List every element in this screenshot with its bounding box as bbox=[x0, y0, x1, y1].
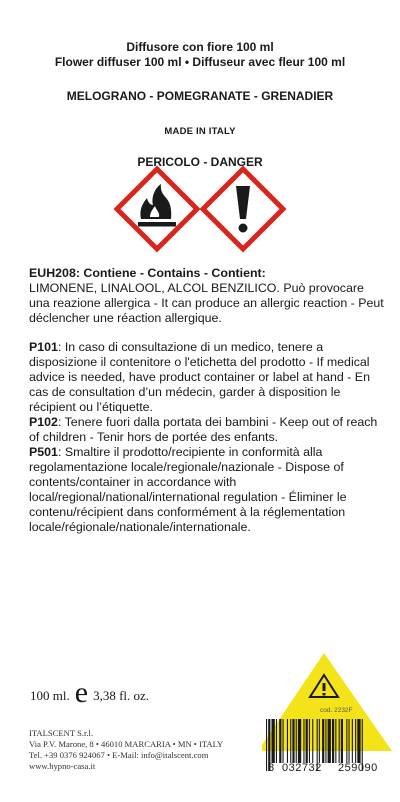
barcode-bar bbox=[272, 719, 275, 763]
product-title-multilingual: Flower diffuser 100 ml • Diffuseur avec fleur 100 ml bbox=[54, 55, 346, 69]
p101-code: P101 bbox=[29, 340, 58, 354]
exclamation-hazard-icon bbox=[203, 169, 283, 249]
barcode-bar bbox=[309, 719, 310, 763]
p501-code: P501 bbox=[29, 445, 58, 459]
barcode-bar bbox=[355, 719, 356, 763]
barcode-bar bbox=[322, 719, 324, 763]
barcode-bar bbox=[332, 719, 334, 763]
net-quantity bbox=[30, 676, 150, 709]
barcode-bar bbox=[328, 719, 331, 763]
barcode-bar bbox=[346, 719, 347, 763]
barcode-bar bbox=[279, 719, 281, 763]
barcode-number bbox=[268, 762, 394, 774]
barcode-bar bbox=[283, 719, 284, 763]
barcode-digit-first: 8 bbox=[268, 762, 275, 774]
euh208-heading: EUH208: Contiene - Contains - Contient: bbox=[29, 266, 266, 280]
barcode-digits-left: 032732 bbox=[282, 762, 322, 774]
barcode-bar bbox=[349, 719, 350, 763]
company-name: ITALSCENT S.r.l. bbox=[29, 728, 94, 738]
p102-statement bbox=[29, 415, 384, 445]
barcode-bar bbox=[312, 719, 313, 763]
product-code: cod. 2232F bbox=[320, 707, 353, 714]
barcode-digits-right: 259090 bbox=[338, 762, 378, 774]
safety-statements bbox=[29, 266, 384, 535]
company-website: www.hypno-casa.it bbox=[29, 761, 96, 771]
barcode-bar bbox=[296, 719, 297, 763]
origin-label: MADE IN ITALY bbox=[164, 126, 236, 137]
barcode-bar bbox=[325, 719, 326, 763]
estimated-sign-icon: e bbox=[74, 676, 89, 709]
barcode-bar bbox=[290, 719, 291, 763]
barcode-bar bbox=[303, 719, 304, 763]
barcode-bar bbox=[339, 719, 340, 763]
barcode-bar bbox=[341, 719, 343, 763]
p102-code: P102 bbox=[29, 415, 58, 429]
quantity-imperial: 3,38 fl. oz. bbox=[93, 688, 150, 703]
barcode-bar bbox=[276, 719, 277, 763]
p501-text: : Smaltire il prodotto/recipiente in conformità alla regolamentazione locale/regionale/nazionale - Dispose of contents/container in accordance with local/regional/national/international regulation - Éliminer le contenu/récipient dans conformément à la réglementation locale/régionale/nationale/internationale. bbox=[29, 445, 347, 534]
barcode-bar bbox=[292, 719, 294, 763]
barcode-bar bbox=[287, 719, 288, 763]
fragrance-variant: MELOGRANO - POMEGRANATE - GRENADIER bbox=[66, 89, 334, 103]
quantity-metric: 100 ml. bbox=[30, 688, 70, 703]
p101-statement bbox=[29, 340, 384, 415]
company-info bbox=[29, 728, 259, 772]
p102-text: : Tenere fuori dalla portata dei bambini - Keep out of reach of children - Tenir hors de portée des enfants. bbox=[29, 415, 378, 444]
barcode-bar bbox=[357, 719, 360, 763]
p501-statement bbox=[29, 445, 384, 535]
euh208-text: LIMONENE, LINALOOL, ALCOL BENZILICO. Può provocare una reazione allergica - It can produce an allergic reaction - Peut déclencher une réaction allergique. bbox=[29, 281, 384, 325]
hazard-pictograms bbox=[0, 155, 400, 255]
barcode-bar bbox=[306, 719, 308, 763]
p101-text: : In caso di consultazione di un medico, tenere a disposizione il contenitore o l'etichetta del prodotto - If medical advice is needed, have product container or label at hand - En cas de consultation d’un médecin, garder à disposition le récipient ou l’étiquette. bbox=[29, 340, 370, 414]
signal-word: PERICOLO - DANGER bbox=[137, 155, 263, 169]
barcode-bar bbox=[319, 719, 320, 763]
flame-hazard-icon bbox=[117, 169, 197, 249]
product-title-italian: Diffusore con fiore 100 ml bbox=[126, 40, 274, 54]
company-address: Via P.V. Marone, 8 • 46010 MARCARIA • MN • ITALY bbox=[29, 739, 224, 749]
barcode-bar bbox=[352, 719, 353, 763]
barcode-bar bbox=[335, 719, 336, 763]
barcode-bar bbox=[266, 719, 267, 771]
barcode-bar bbox=[298, 719, 301, 763]
company-contact: Tel. +39 0376 924067 • E-Mail: info@italscent.com bbox=[29, 750, 209, 760]
